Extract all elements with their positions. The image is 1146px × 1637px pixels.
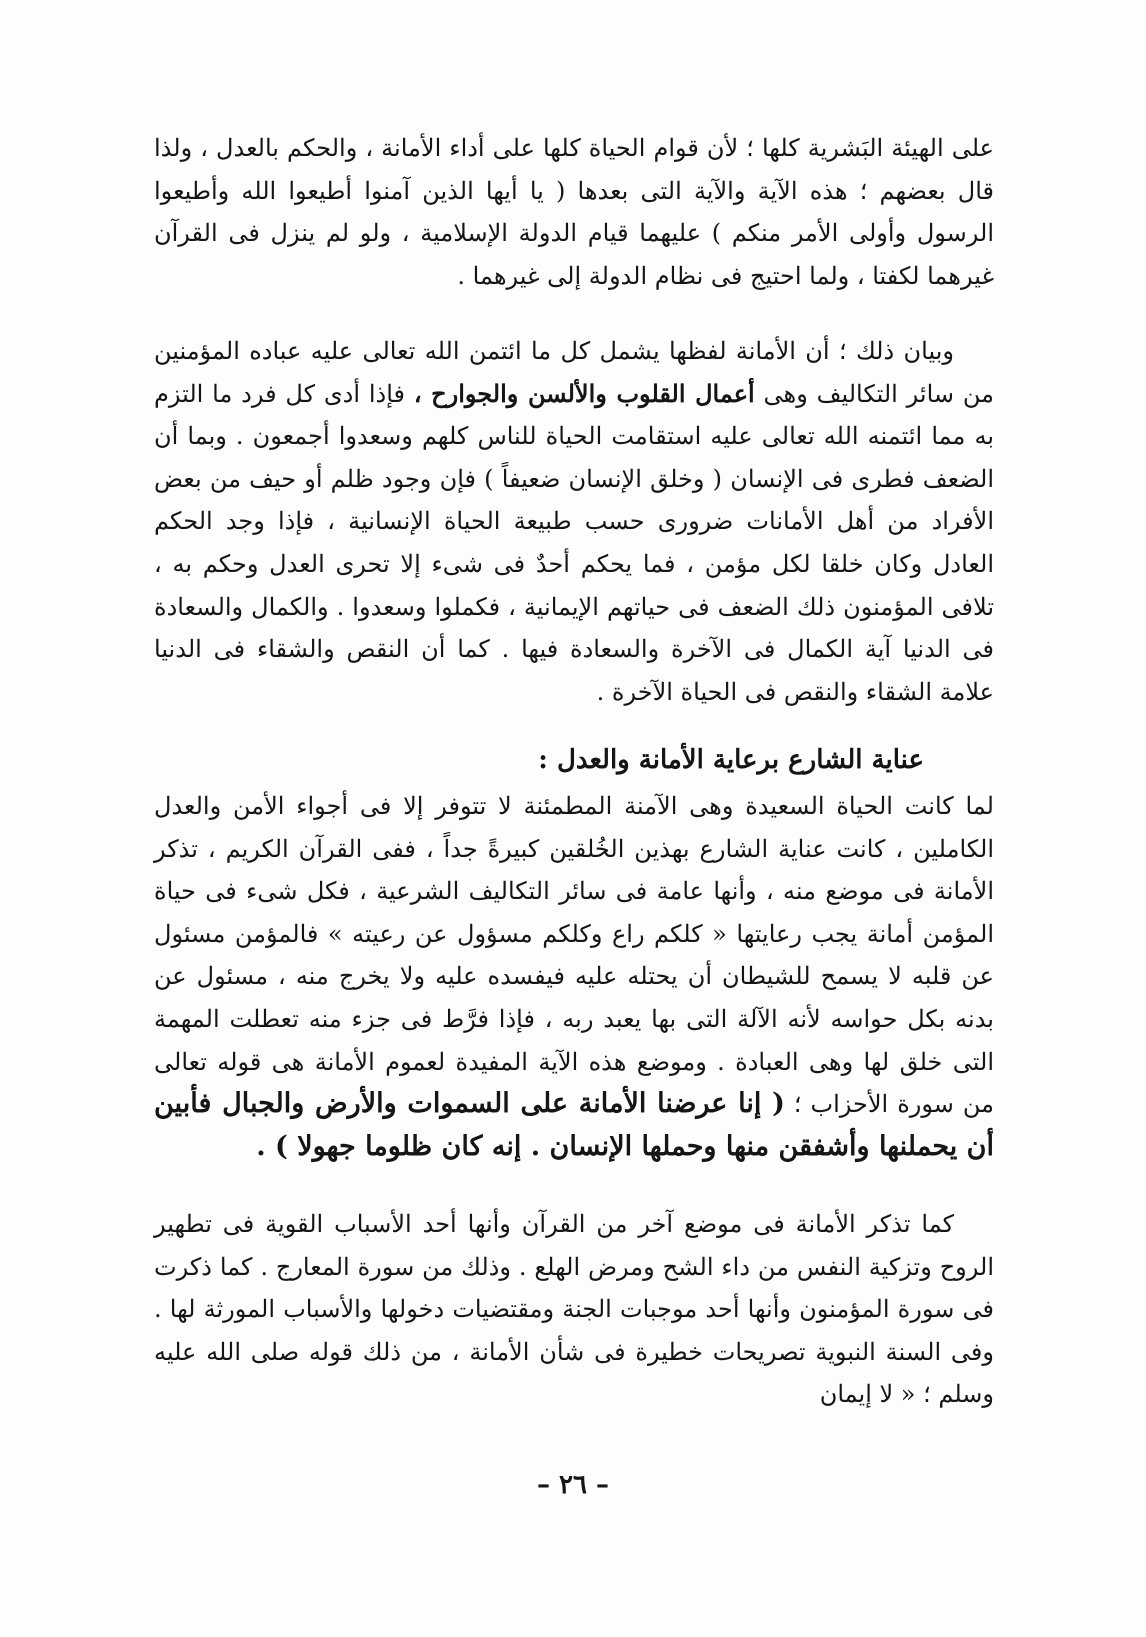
paragraph-3-text: لما كانت الحياة السعيدة وهى الآمنة المطمئنة لا تتوفر إلا فى أجواء الأمن والعدل الكاملين ، كانت عناية الشارع بهذين الخُلقين كبيرةً جداً ، ففى القرآن الكريم ، تذكر الأمانة فى موضع منه ، وأنها عامة فى سائر التكاليف الشرعية ، فكل شىء فى حياة المؤمن أمانة يجب رعايتها « كلكم راع وكلكم مسؤول عن رعيته » فالمؤمن مسئول عن قلبه لا يسمح للشيطان أن يحتله عليه فيفسده عليه ولا يخرج منه ، مسئول عن بدنه بكل حواسه لأنه الآلة التى بها يعبد ربه ، فإذا فرَّط فى جزء منه تعطلت المهمة التى خلق لها وهى العبادة . وموضع هذه الآية المفيدة لعموم الأمانة هى قوله تعالى من سورة الأحزاب ؛ <box>154 792 995 1119</box>
paragraph-2-text-before: وبيان ذلك ؛ أن الأمانة لفظها يشمل كل ما ائتمن الله تعالى عليه عباده المؤمنين من سائر التكاليف وهى <box>154 337 994 408</box>
section-heading: عناية الشارع برعاية الأمانة والعدل : <box>538 745 924 775</box>
paragraph-3 <box>154 785 994 1168</box>
page-number: – ٢٦ – <box>536 1470 610 1500</box>
paragraph-1 <box>154 127 994 297</box>
paragraph-2-bold-phrase: أعمال القلوب والألسن والجوارح ، <box>413 378 755 408</box>
paragraph-1-text: على الهيئة البَشرية كلها ؛ لأن قوام الحياة كلها على أداء الأمانة ، والحكم بالعدل ، ولذا قال بعضهم ؛ هذه الآية والآية التى بعدها ( يا أيها الذين آمنوا أطيعوا الله وأطيعوا الرسول وأولى الأمر منكم ) عليهما قيام الدولة الإسلامية ، ولو لم ينزل فى القرآن غيرهما لكفتا ، ولما احتيج فى نظام الدولة إلى غيرهما . <box>154 134 994 290</box>
quran-verse: ( إنا عرضنا الأمانة على السموات والأرض والجبال فأبين أن يحملنها وأشفقن منها وحملها الإنسان . إنه كان ظلوما جهولا ) . <box>154 1088 994 1162</box>
paragraph-4-text: كما تذكر الأمانة فى موضع آخر من القرآن وأنها أحد الأسباب القوية فى تطهير الروح وتزكية النفس من داء الشح ومرض الهلع . وذلك من سورة المعارج . كما ذكرت فى سورة المؤمنون وأنها أحد موجبات الجنة ومقتضيات دخولها والأسباب المورثة لها . وفى السنة النبوية تصريحات خطيرة فى شأن الأمانة ، من ذلك قوله صلى الله عليه وسلم ؛ « لا إيمان <box>154 1210 994 1409</box>
paragraph-4 <box>154 1203 994 1416</box>
paragraph-2-text-after: فإذا أدى كل فرد ما التزم به مما ائتمنه الله تعالى عليه استقامت الحياة للناس كلهم وسعدوا أجمعون . وبما أن الضعف فطرى فى الإنسان ( وخلق الإنسان ضعيفاً ) فإن وجود ظلم أو حيف من بعض الأفراد من أهل الأمانات ضرورى حسب طبيعة الحياة الإنسانية ، فإذا وجد الحكم العادل وكان خلقا لكل مؤمن ، فما يحكم أحدٌ فى شىء إلا تحرى العدل وحكم به ، تلافى المؤمنون ذلك الضعف فى حياتهم الإيمانية ، فكملوا وسعدوا . والكمال والسعادة فى الدنيا آية الكمال فى الآخرة والسعادة فيها . كما أن النقص والشقاء فى الدنيا علامة الشقاء والنقص فى الحياة الآخرة . <box>154 379 994 706</box>
paragraph-2 <box>154 330 994 713</box>
